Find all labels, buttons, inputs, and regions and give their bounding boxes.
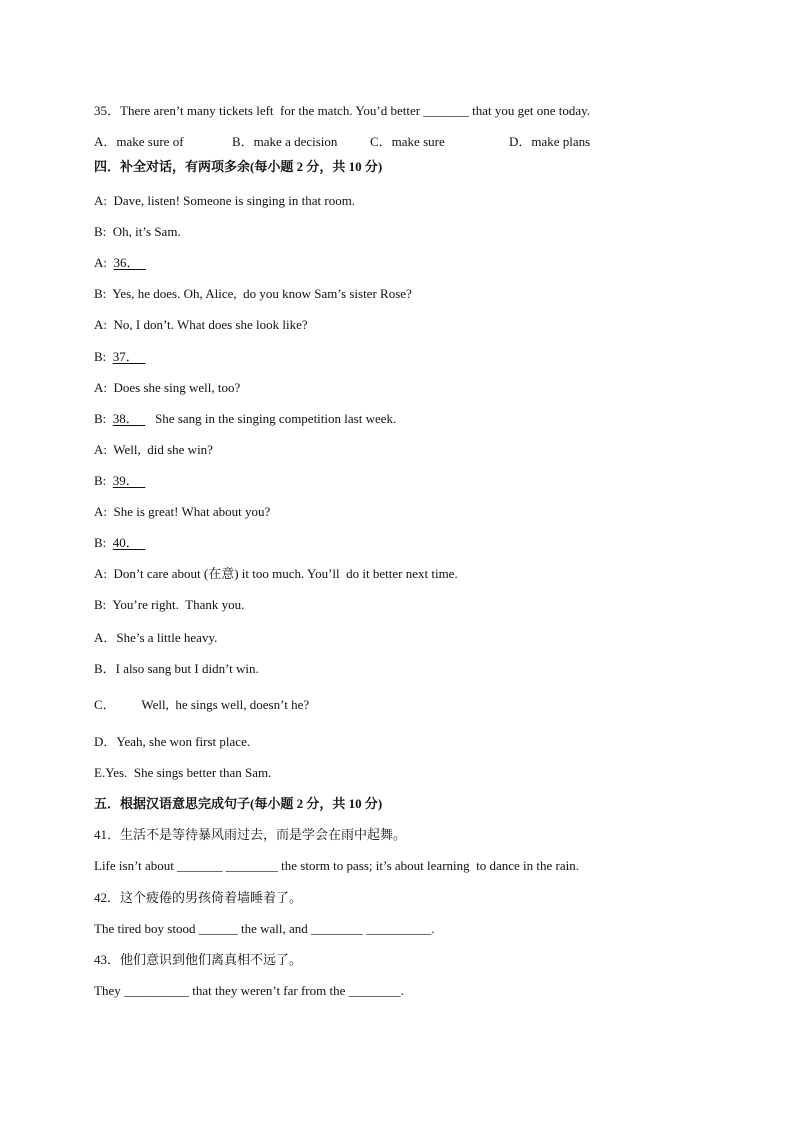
dialogue-text: You’re right. Thank you.	[112, 597, 245, 613]
dialogue-blank-number: 40．	[112, 535, 139, 551]
question-35-option-a: A．make sure of	[94, 134, 184, 149]
dialogue-text: Oh, it’s Sam.	[112, 224, 181, 240]
dialogue-line	[94, 224, 181, 240]
dialogue-line	[94, 255, 146, 271]
dialogue-line	[94, 380, 240, 396]
dialogue-speaker: B:	[94, 410, 107, 426]
question-43-chinese: 43．他们意识到他们离真相不远了。	[94, 952, 303, 967]
dialogue-speaker: A:	[94, 441, 107, 457]
question-41-english: Life isn’t about _______ ________ the storm to pass; it’s about learning to dance in the rain.	[94, 858, 580, 873]
question-42-chinese: 42．这个疲倦的男孩倚着墙睡着了。	[94, 890, 303, 905]
dialogue-speaker: B:	[94, 224, 107, 240]
dialogue-choice-e: E.Yes. She sings better than Sam.	[94, 765, 272, 780]
dialogue-line	[94, 473, 145, 489]
dialogue-text: Does she sing well, too?	[113, 379, 241, 395]
dialogue-choice-a: A．She’s a little heavy.	[94, 630, 218, 645]
dialogue-line	[94, 504, 270, 520]
dialogue-speaker: B:	[94, 535, 107, 551]
dialogue-speaker: B:	[94, 597, 107, 613]
dialogue-speaker: A:	[94, 379, 107, 395]
dialogue-choice-c: C． Well, he sings well, doesn’t he?	[94, 697, 310, 712]
dialogue-speaker: A:	[94, 317, 107, 333]
question-42-english: The tired boy stood ______ the wall, and ________ __________.	[94, 921, 435, 936]
question-43-english: They __________ that they weren’t far from the ________.	[94, 983, 404, 998]
dialogue-text: Well, did she win?	[113, 441, 213, 457]
question-35-option-d: D．make plans	[509, 134, 591, 149]
dialogue-speaker: B:	[94, 472, 107, 488]
dialogue-line	[94, 442, 213, 458]
dialogue-line	[94, 535, 145, 551]
dialogue-blank-number: 38．	[112, 410, 139, 426]
dialogue-blank-number: 39．	[112, 472, 139, 488]
dialogue-blank-number: 36．	[113, 255, 140, 271]
dialogue-text: No, I don’t. What does she look like?	[113, 317, 308, 333]
dialogue-line	[94, 566, 458, 582]
question-41-chinese: 41．生活不是等待暴风雨过去，而是学会在雨中起舞。	[94, 827, 407, 842]
dialogue-speaker: B:	[94, 286, 107, 302]
dialogue-line	[94, 411, 396, 427]
dialogue-text: She is great! What about you?	[113, 504, 271, 519]
dialogue-speaker: A:	[94, 255, 107, 271]
section-4-heading: 四．补全对话，有两项多余(每小题 2 分，共 10 分)	[94, 159, 383, 174]
question-35-option-b: B．make a decision	[232, 134, 338, 149]
question-35-option-c: C．make sure	[370, 134, 445, 149]
dialogue-speaker: A:	[94, 193, 107, 208]
dialogue-text: She sang in the singing competition last week.	[145, 410, 397, 426]
dialogue-speaker: B:	[94, 348, 107, 364]
dialogue-line	[94, 349, 145, 365]
dialogue-line	[94, 597, 244, 613]
dialogue-text: Yes, he does. Oh, Alice, do you know Sam’s sister Rose?	[112, 286, 412, 302]
dialogue-text: Don’t care about (在意) it too much. You’ll do it better next time.	[113, 566, 458, 582]
dialogue-line	[94, 193, 355, 209]
dialogue-text: Dave, listen! Someone is singing in that room.	[113, 193, 356, 208]
dialogue-line	[94, 286, 412, 302]
dialogue-line	[94, 317, 308, 333]
dialogue-blank-number: 37．	[112, 348, 139, 364]
question-35-stem: 35．There aren’t many tickets left for the match. You’d better _______ that you get one today.	[94, 103, 591, 118]
dialogue-speaker: A:	[94, 504, 107, 519]
dialogue-choice-d: D．Yeah, she won first place.	[94, 734, 251, 749]
dialogue-choice-b: B．I also sang but I didn’t win.	[94, 661, 259, 676]
dialogue-speaker: A:	[94, 566, 107, 582]
section-5-heading: 五．根据汉语意思完成句子(每小题 2 分，共 10 分)	[94, 796, 383, 811]
